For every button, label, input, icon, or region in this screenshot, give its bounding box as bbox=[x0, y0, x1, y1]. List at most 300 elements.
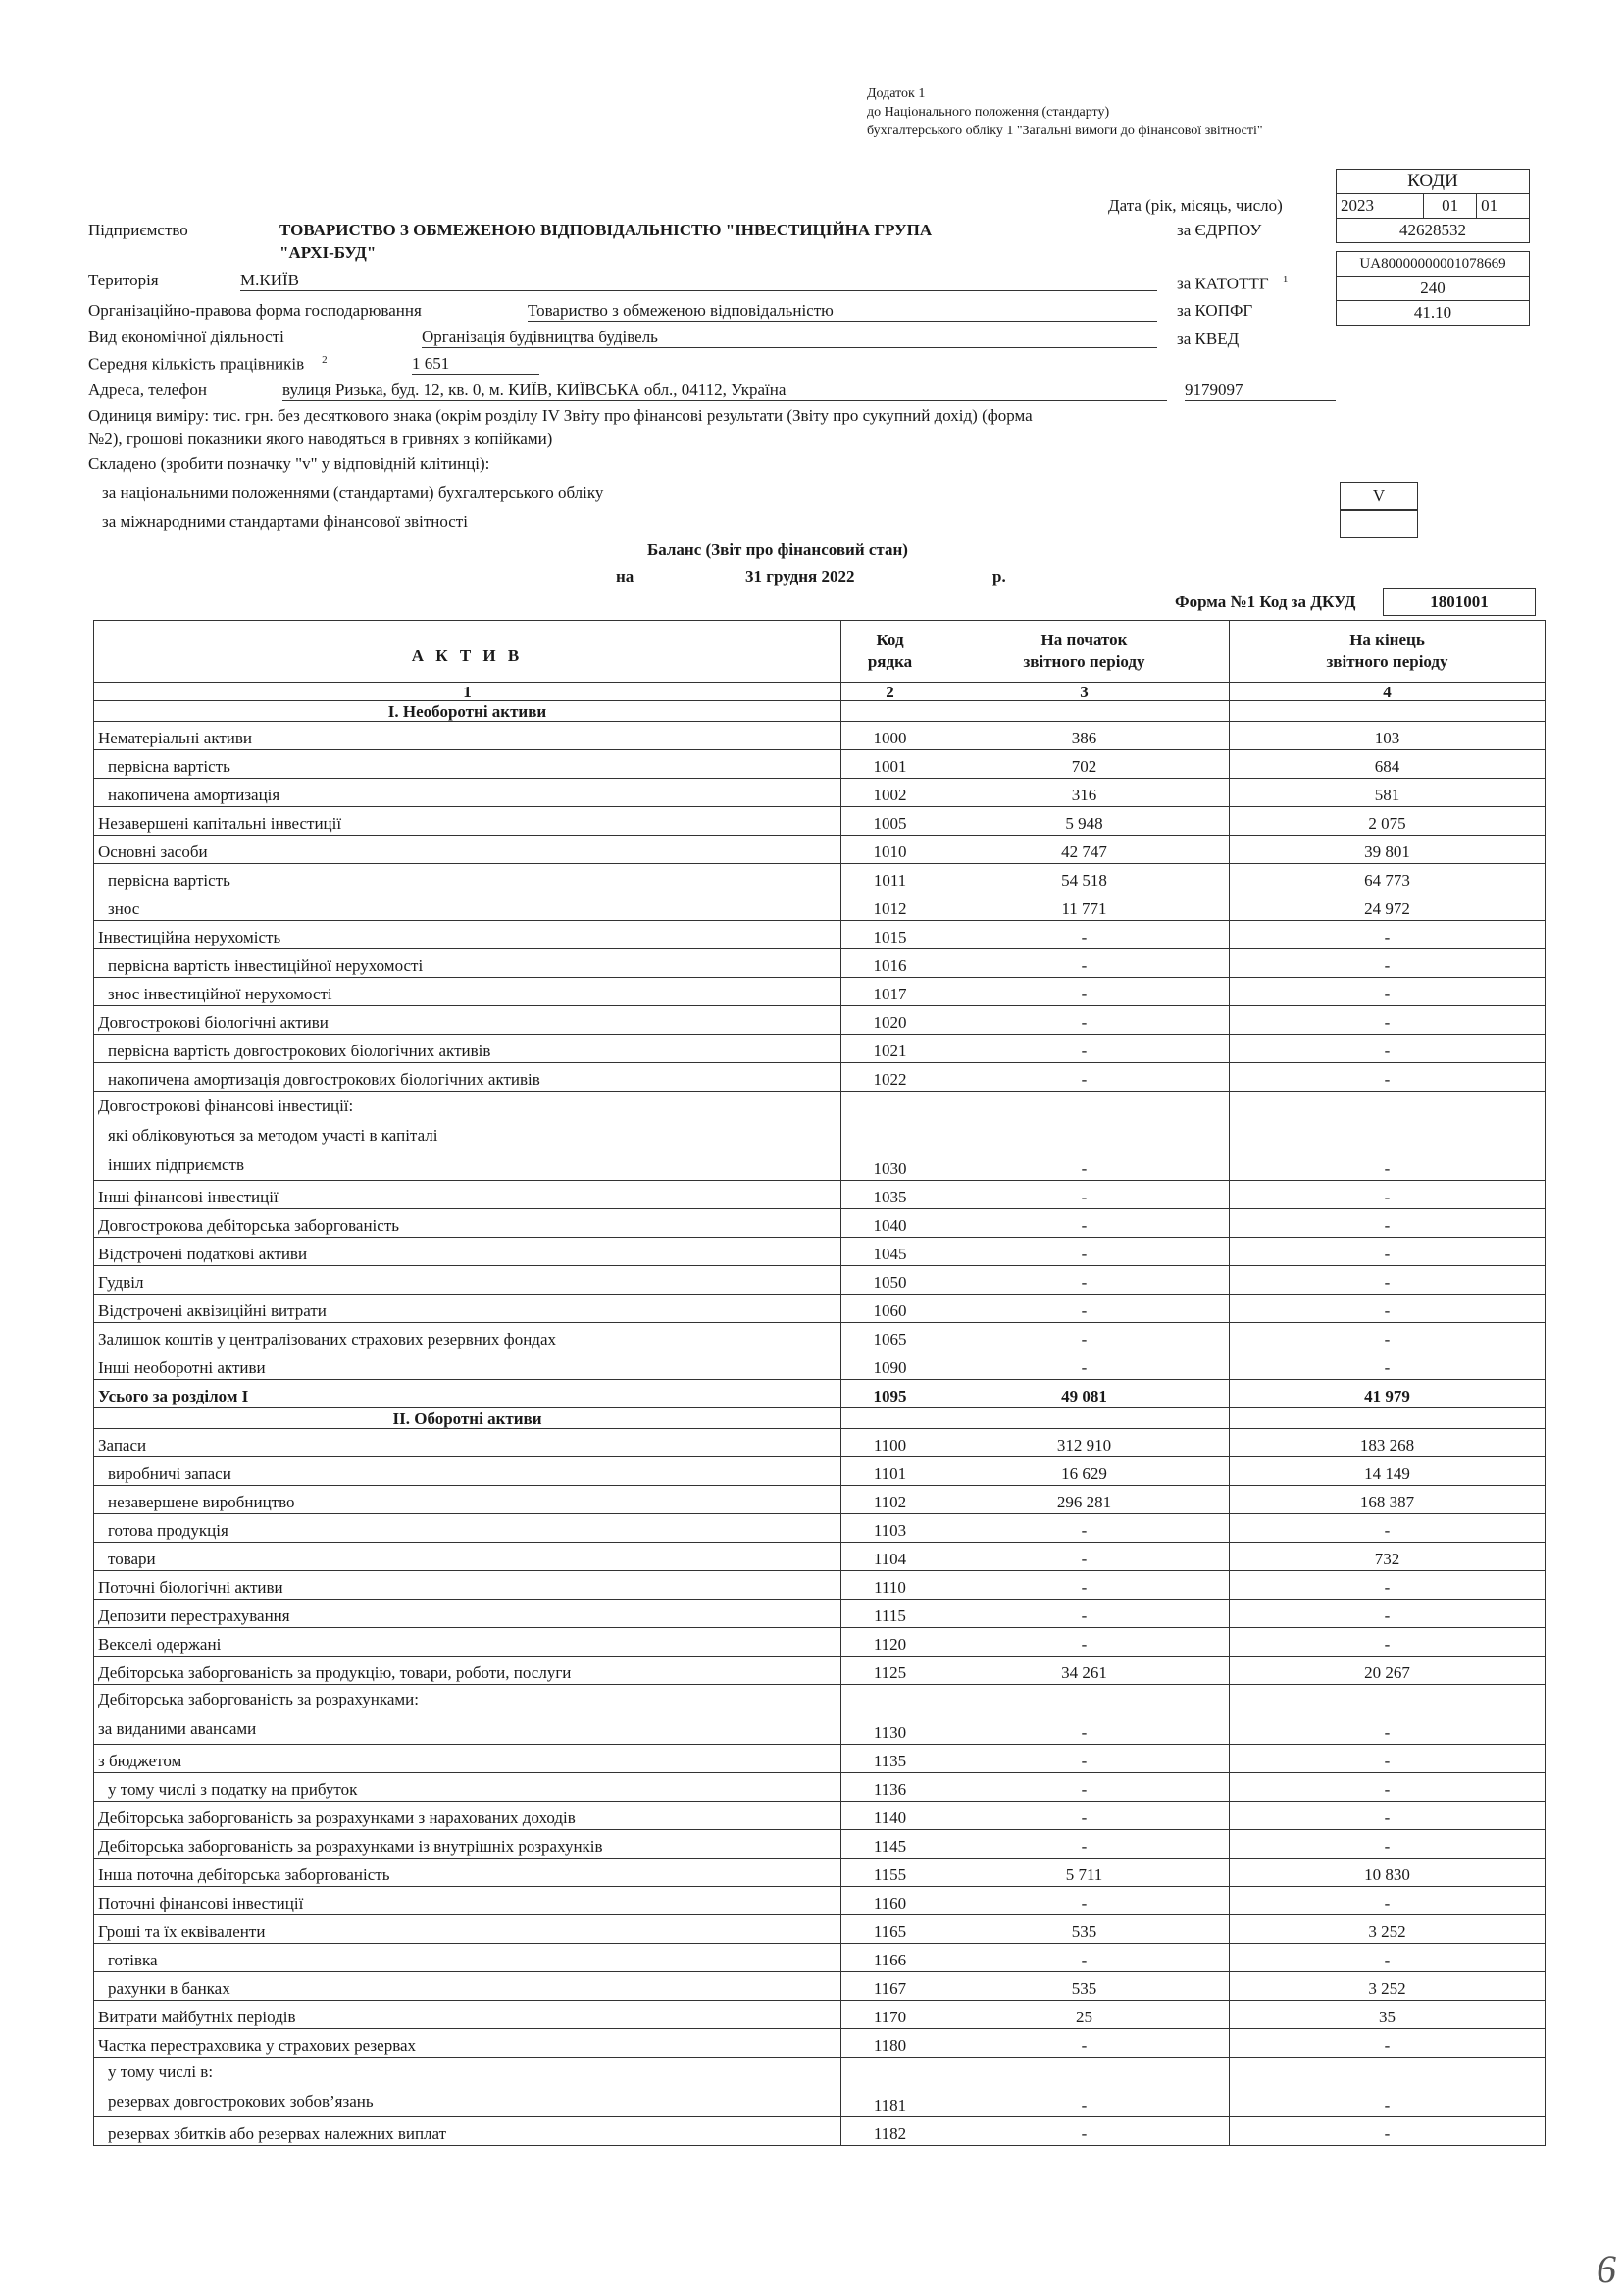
row-end-value: - bbox=[1230, 1514, 1546, 1543]
col-end-line1: На кінець bbox=[1349, 631, 1425, 649]
row-begin-value: 535 bbox=[939, 1972, 1230, 2001]
row-begin-value: - bbox=[939, 1295, 1230, 1323]
row-name-line: у тому числі в: bbox=[108, 2063, 214, 2081]
row-name: знос bbox=[94, 892, 841, 921]
table-row bbox=[94, 1238, 1546, 1266]
row-code: 1170 bbox=[841, 2001, 939, 2029]
edrpou-label: за ЄДРПОУ bbox=[1177, 221, 1262, 239]
row-begin-value: - bbox=[939, 1543, 1230, 1571]
col-asset-header: А К Т И В bbox=[94, 621, 841, 683]
table-row bbox=[94, 1657, 1546, 1685]
row-code: 1001 bbox=[841, 750, 939, 779]
international-standards-checkbox[interactable] bbox=[1340, 510, 1418, 538]
row-name: Інвестиційна нерухомість bbox=[94, 921, 841, 949]
row-end-value: - bbox=[1230, 1092, 1546, 1181]
row-code: 1090 bbox=[841, 1351, 939, 1380]
table-row bbox=[94, 1802, 1546, 1830]
section-title: ІІ. Оборотні активи bbox=[94, 1408, 841, 1429]
report-date: 31 грудня 2022 bbox=[745, 567, 855, 586]
row-name: з бюджетом bbox=[94, 1745, 841, 1773]
table-row bbox=[94, 1628, 1546, 1657]
edrpou-code: 42628532 bbox=[1337, 219, 1530, 243]
staff-footnote: 2 bbox=[322, 354, 328, 366]
col-end-header bbox=[1230, 621, 1546, 683]
row-code: 1136 bbox=[841, 1773, 939, 1802]
table-row bbox=[94, 1972, 1546, 2001]
total-row bbox=[94, 1380, 1546, 1408]
row-end-value: - bbox=[1230, 1830, 1546, 1859]
row-code: 1012 bbox=[841, 892, 939, 921]
row-name: знос інвестиційної нерухомості bbox=[94, 978, 841, 1006]
row-begin-value: - bbox=[939, 1773, 1230, 1802]
table-row bbox=[94, 2058, 1546, 2117]
row-end-value: - bbox=[1230, 1773, 1546, 1802]
row-name-line: Довгострокові фінансові інвестиції: bbox=[98, 1096, 354, 1115]
codes-box bbox=[1336, 169, 1530, 326]
row-end-value: - bbox=[1230, 2117, 1546, 2146]
row-name: Гудвіл bbox=[94, 1266, 841, 1295]
row-name: накопичена амортизація довгострокових біологічних активів bbox=[94, 1063, 841, 1092]
row-begin-value: - bbox=[939, 949, 1230, 978]
row-begin-value: 702 bbox=[939, 750, 1230, 779]
territory-value: М.КИЇВ bbox=[240, 271, 1157, 291]
table-row bbox=[94, 892, 1546, 921]
row-code: 1101 bbox=[841, 1457, 939, 1486]
balance-table bbox=[93, 620, 1546, 2146]
row-begin-value: - bbox=[939, 921, 1230, 949]
row-code: 1130 bbox=[841, 1685, 939, 1745]
table-row bbox=[94, 1351, 1546, 1380]
section-title: І. Необоротні активи bbox=[94, 701, 841, 722]
row-begin-value: 386 bbox=[939, 722, 1230, 750]
row-begin-value: 42 747 bbox=[939, 836, 1230, 864]
row-end-value: 168 387 bbox=[1230, 1486, 1546, 1514]
table-header-row bbox=[94, 621, 1546, 683]
row-end-value: - bbox=[1230, 1944, 1546, 1972]
row-name: Запаси bbox=[94, 1429, 841, 1457]
row-code: 1155 bbox=[841, 1859, 939, 1887]
row-begin-value: 296 281 bbox=[939, 1486, 1230, 1514]
row-begin-value: - bbox=[939, 1514, 1230, 1543]
table-row bbox=[94, 1006, 1546, 1035]
table-row bbox=[94, 1571, 1546, 1600]
row-code: 1120 bbox=[841, 1628, 939, 1657]
row-end-value: 14 149 bbox=[1230, 1457, 1546, 1486]
row-name: Поточні фінансові інвестиції bbox=[94, 1887, 841, 1915]
row-code: 1030 bbox=[841, 1092, 939, 1181]
kopfg-code: 240 bbox=[1337, 277, 1530, 301]
col-number: 2 bbox=[841, 683, 939, 701]
table-row bbox=[94, 1543, 1546, 1571]
table-row bbox=[94, 949, 1546, 978]
row-name: Депозити перестрахування bbox=[94, 1600, 841, 1628]
row-code: 1045 bbox=[841, 1238, 939, 1266]
row-end-value: 103 bbox=[1230, 722, 1546, 750]
row-end-value: - bbox=[1230, 1035, 1546, 1063]
table-row bbox=[94, 921, 1546, 949]
row-name: Відстрочені аквізиційні витрати bbox=[94, 1295, 841, 1323]
date-day: 01 bbox=[1477, 194, 1530, 219]
row-code: 1021 bbox=[841, 1035, 939, 1063]
row-name: Векселі одержані bbox=[94, 1628, 841, 1657]
row-end-value: 20 267 bbox=[1230, 1657, 1546, 1685]
row-name: Дебіторська заборгованість за розрахунками з нарахованих доходів bbox=[94, 1802, 841, 1830]
row-code: 1095 bbox=[841, 1380, 939, 1408]
row-code: 1022 bbox=[841, 1063, 939, 1092]
page-number-mark: 6 bbox=[1597, 2247, 1616, 2291]
date-year: 2023 bbox=[1337, 194, 1424, 219]
address-label: Адреса, телефон bbox=[88, 381, 208, 399]
row-code: 1011 bbox=[841, 864, 939, 892]
row-begin-value: - bbox=[939, 1266, 1230, 1295]
table-row bbox=[94, 1830, 1546, 1859]
row-end-value: - bbox=[1230, 2029, 1546, 2058]
row-end-value: - bbox=[1230, 1571, 1546, 1600]
table-row bbox=[94, 722, 1546, 750]
table-row bbox=[94, 1063, 1546, 1092]
row-name-line: Дебіторська заборгованість за розрахунками: bbox=[98, 1690, 419, 1708]
table-row bbox=[94, 1859, 1546, 1887]
row-name: резервах збитків або резервах належних виплат bbox=[94, 2117, 841, 2146]
row-name-line: резервах довгострокових зобов’язань bbox=[108, 2092, 374, 2111]
row-name-line: які обліковуються за методом участі в капіталі bbox=[108, 1126, 438, 1145]
row-begin-value: - bbox=[939, 1006, 1230, 1035]
international-standards-label: за міжнародними стандартами фінансової звітності bbox=[102, 512, 468, 531]
table-row bbox=[94, 1685, 1546, 1745]
row-code: 1060 bbox=[841, 1295, 939, 1323]
row-end-value: - bbox=[1230, 1802, 1546, 1830]
row-end-value: - bbox=[1230, 1628, 1546, 1657]
row-begin-value: 535 bbox=[939, 1915, 1230, 1944]
row-code: 1181 bbox=[841, 2058, 939, 2117]
phone-value: 9179097 bbox=[1185, 381, 1336, 401]
row-end-value: - bbox=[1230, 1600, 1546, 1628]
col-code-line1: Код bbox=[876, 631, 904, 649]
row-end-value: 3 252 bbox=[1230, 1972, 1546, 2001]
row-end-value: 35 bbox=[1230, 2001, 1546, 2029]
row-code: 1010 bbox=[841, 836, 939, 864]
col-begin-line2: звітного періоду bbox=[1023, 652, 1145, 671]
kved-label: за КВЕД bbox=[1177, 330, 1240, 348]
row-end-value: 581 bbox=[1230, 779, 1546, 807]
row-begin-value: - bbox=[939, 1887, 1230, 1915]
table-row bbox=[94, 1295, 1546, 1323]
table-row bbox=[94, 1092, 1546, 1181]
row-name: товари bbox=[94, 1543, 841, 1571]
row-end-value: - bbox=[1230, 1685, 1546, 1745]
row-end-value: 24 972 bbox=[1230, 892, 1546, 921]
unit-line2: №2), грошові показники якого наводяться в гривнях з копійками) bbox=[88, 430, 553, 448]
row-end-value: 3 252 bbox=[1230, 1915, 1546, 1944]
enterprise-name-line1: ТОВАРИСТВО З ОБМЕЖЕНОЮ ВІДПОВІДАЛЬНІСТЮ "ІНВЕСТИЦІЙНА ГРУПА bbox=[279, 221, 933, 239]
annex-line: бухгалтерського обліку 1 "Загальні вимоги до фінансової звітності" bbox=[867, 124, 1263, 138]
row-end-value: - bbox=[1230, 1006, 1546, 1035]
row-name: Дебіторська заборгованість за продукцію, товари, роботи, послуги bbox=[94, 1657, 841, 1685]
activity-label: Вид економічної діяльності bbox=[88, 328, 284, 346]
row-begin-value: - bbox=[939, 1600, 1230, 1628]
row-begin-value: - bbox=[939, 1063, 1230, 1092]
row-end-value: 41 979 bbox=[1230, 1380, 1546, 1408]
section-header-row bbox=[94, 701, 1546, 722]
table-row bbox=[94, 1915, 1546, 1944]
row-code: 1017 bbox=[841, 978, 939, 1006]
table-row bbox=[94, 1457, 1546, 1486]
row-code: 1002 bbox=[841, 779, 939, 807]
row-code: 1135 bbox=[841, 1745, 939, 1773]
row-begin-value: - bbox=[939, 2029, 1230, 2058]
row-end-value: - bbox=[1230, 949, 1546, 978]
table-row bbox=[94, 864, 1546, 892]
activity-value: Організація будівництва будівель bbox=[422, 328, 1157, 348]
row-name-line: інших підприємств bbox=[108, 1155, 244, 1174]
row-code: 1167 bbox=[841, 1972, 939, 2001]
table-row bbox=[94, 836, 1546, 864]
annex-note bbox=[867, 84, 1263, 140]
col-end-line2: звітного періоду bbox=[1326, 652, 1448, 671]
table-row bbox=[94, 1486, 1546, 1514]
row-name: Витрати майбутніх періодів bbox=[94, 2001, 841, 2029]
row-name bbox=[94, 2058, 841, 2117]
row-begin-value: 5 948 bbox=[939, 807, 1230, 836]
row-end-value: - bbox=[1230, 1295, 1546, 1323]
row-end-value: - bbox=[1230, 1209, 1546, 1238]
row-code: 1035 bbox=[841, 1181, 939, 1209]
staff-label bbox=[88, 354, 328, 375]
row-end-value: 732 bbox=[1230, 1543, 1546, 1571]
row-begin-value: 49 081 bbox=[939, 1380, 1230, 1408]
unit-line1: Одиниця виміру: тис. грн. без десяткового знака (окрім розділу IV Звіту про фінансові результати (Звіту про сукупний дохід) (форма bbox=[88, 406, 1033, 425]
enterprise-name-line2: "АРХІ-БУД" bbox=[279, 243, 377, 262]
section-header-row bbox=[94, 1408, 1546, 1429]
row-name: Дебіторська заборгованість за розрахунками із внутрішніх розрахунків bbox=[94, 1830, 841, 1859]
table-row bbox=[94, 1181, 1546, 1209]
row-name bbox=[94, 1685, 841, 1745]
row-name: Відстрочені податкові активи bbox=[94, 1238, 841, 1266]
table-row bbox=[94, 978, 1546, 1006]
compiled-label: Складено (зробити позначку "v" у відповідній клітинці): bbox=[88, 454, 490, 473]
kved-code: 41.10 bbox=[1337, 301, 1530, 326]
row-begin-value: - bbox=[939, 1685, 1230, 1745]
row-begin-value: 316 bbox=[939, 779, 1230, 807]
report-title: Баланс (Звіт про фінансовий стан) bbox=[647, 540, 908, 559]
row-begin-value: - bbox=[939, 2117, 1230, 2146]
row-code: 1015 bbox=[841, 921, 939, 949]
row-name: виробничі запаси bbox=[94, 1457, 841, 1486]
staff-value: 1 651 bbox=[412, 354, 539, 375]
row-begin-value: 16 629 bbox=[939, 1457, 1230, 1486]
row-code: 1180 bbox=[841, 2029, 939, 2058]
row-begin-value: 11 771 bbox=[939, 892, 1230, 921]
table-row bbox=[94, 1745, 1546, 1773]
table-row bbox=[94, 807, 1546, 836]
row-name: готівка bbox=[94, 1944, 841, 1972]
row-begin-value: - bbox=[939, 1745, 1230, 1773]
row-begin-value: 5 711 bbox=[939, 1859, 1230, 1887]
table-row bbox=[94, 1429, 1546, 1457]
col-code-line2: рядка bbox=[867, 652, 913, 671]
form-code-label: Форма №1 Код за ДКУД bbox=[1175, 592, 1356, 611]
table-row bbox=[94, 1600, 1546, 1628]
kopfg-label: за КОПФГ bbox=[1177, 301, 1253, 320]
row-begin-value: - bbox=[939, 1628, 1230, 1657]
col-begin-header bbox=[939, 621, 1230, 683]
row-begin-value: - bbox=[939, 978, 1230, 1006]
table-row bbox=[94, 1773, 1546, 1802]
row-begin-value: - bbox=[939, 1323, 1230, 1351]
row-name: Незавершені капітальні інвестиції bbox=[94, 807, 841, 836]
row-code: 1125 bbox=[841, 1657, 939, 1685]
row-name: рахунки в банках bbox=[94, 1972, 841, 2001]
row-end-value: - bbox=[1230, 2058, 1546, 2117]
row-name: у тому числі з податку на прибуток bbox=[94, 1773, 841, 1802]
row-code: 1110 bbox=[841, 1571, 939, 1600]
org-form-value: Товариство з обмеженою відповідальністю bbox=[528, 301, 1157, 322]
row-begin-value: - bbox=[939, 1092, 1230, 1181]
col-code-header bbox=[841, 621, 939, 683]
row-code: 1166 bbox=[841, 1944, 939, 1972]
row-code: 1065 bbox=[841, 1323, 939, 1351]
col-number: 3 bbox=[939, 683, 1230, 701]
row-end-value: 183 268 bbox=[1230, 1429, 1546, 1457]
dkud-code: 1801001 bbox=[1383, 588, 1536, 616]
row-code: 1145 bbox=[841, 1830, 939, 1859]
territory-label: Територія bbox=[88, 271, 159, 289]
row-end-value: 39 801 bbox=[1230, 836, 1546, 864]
row-begin-value: 54 518 bbox=[939, 864, 1230, 892]
table-row bbox=[94, 1887, 1546, 1915]
row-name: незавершене виробництво bbox=[94, 1486, 841, 1514]
row-name: первісна вартість bbox=[94, 750, 841, 779]
row-name bbox=[94, 1092, 841, 1181]
row-name: первісна вартість довгострокових біологічних активів bbox=[94, 1035, 841, 1063]
row-code: 1050 bbox=[841, 1266, 939, 1295]
codes-header: КОДИ bbox=[1337, 170, 1530, 194]
table-row bbox=[94, 1266, 1546, 1295]
table-row bbox=[94, 1514, 1546, 1543]
row-name: Частка перестраховика у страхових резервах bbox=[94, 2029, 841, 2058]
staff-label-text: Середня кількість працівників bbox=[88, 354, 305, 374]
row-name: Нематеріальні активи bbox=[94, 722, 841, 750]
on-label: на bbox=[616, 567, 634, 586]
org-form-label: Організаційно-правова форма господарювання bbox=[88, 301, 422, 320]
row-name: первісна вартість інвестиційної нерухомості bbox=[94, 949, 841, 978]
row-end-value: - bbox=[1230, 1063, 1546, 1092]
katottg-footnote: 1 bbox=[1282, 274, 1289, 285]
table-row bbox=[94, 2029, 1546, 2058]
row-name-line: за виданими авансами bbox=[98, 1719, 257, 1738]
katottg-label bbox=[1177, 274, 1288, 294]
row-begin-value: - bbox=[939, 1209, 1230, 1238]
row-code: 1160 bbox=[841, 1887, 939, 1915]
row-end-value: - bbox=[1230, 1238, 1546, 1266]
row-name: Основні засоби bbox=[94, 836, 841, 864]
row-name: Довгострокова дебіторська заборгованість bbox=[94, 1209, 841, 1238]
row-end-value: - bbox=[1230, 1887, 1546, 1915]
col-begin-line1: На початок bbox=[1040, 631, 1128, 649]
row-code: 1020 bbox=[841, 1006, 939, 1035]
row-code: 1102 bbox=[841, 1486, 939, 1514]
row-name: первісна вартість bbox=[94, 864, 841, 892]
date-label: Дата (рік, місяць, число) bbox=[1108, 196, 1283, 215]
col-number: 1 bbox=[94, 683, 841, 701]
row-end-value: 10 830 bbox=[1230, 1859, 1546, 1887]
row-code: 1100 bbox=[841, 1429, 939, 1457]
table-row bbox=[94, 1035, 1546, 1063]
annex-line: Додаток 1 bbox=[867, 86, 926, 101]
row-begin-value: - bbox=[939, 1351, 1230, 1380]
row-end-value: - bbox=[1230, 978, 1546, 1006]
row-code: 1040 bbox=[841, 1209, 939, 1238]
row-name: Залишок коштів у централізованих страхових резервних фондах bbox=[94, 1323, 841, 1351]
national-standards-checkbox[interactable]: V bbox=[1340, 482, 1418, 510]
row-code: 1005 bbox=[841, 807, 939, 836]
row-code: 1140 bbox=[841, 1802, 939, 1830]
row-code: 1165 bbox=[841, 1915, 939, 1944]
row-begin-value: - bbox=[939, 1944, 1230, 1972]
row-name: Усього за розділом І bbox=[94, 1380, 841, 1408]
katottg-code: UA80000000001078669 bbox=[1337, 252, 1530, 277]
row-begin-value: 25 bbox=[939, 2001, 1230, 2029]
row-begin-value: - bbox=[939, 1571, 1230, 1600]
row-end-value: - bbox=[1230, 1351, 1546, 1380]
row-end-value: 684 bbox=[1230, 750, 1546, 779]
national-standards-label: за національними положеннями (стандартами) бухгалтерського обліку bbox=[102, 484, 604, 502]
row-begin-value: - bbox=[939, 2058, 1230, 2117]
row-begin-value: 312 910 bbox=[939, 1429, 1230, 1457]
table-row bbox=[94, 1944, 1546, 1972]
table-row bbox=[94, 2001, 1546, 2029]
table-row bbox=[94, 2117, 1546, 2146]
row-code: 1115 bbox=[841, 1600, 939, 1628]
row-name: Інша поточна дебіторська заборгованість bbox=[94, 1859, 841, 1887]
row-end-value: - bbox=[1230, 921, 1546, 949]
date-month: 01 bbox=[1424, 194, 1477, 219]
col-number: 4 bbox=[1230, 683, 1546, 701]
row-code: 1103 bbox=[841, 1514, 939, 1543]
row-name: Поточні біологічні активи bbox=[94, 1571, 841, 1600]
row-name: Інші необоротні активи bbox=[94, 1351, 841, 1380]
table-row bbox=[94, 750, 1546, 779]
row-code: 1104 bbox=[841, 1543, 939, 1571]
row-begin-value: - bbox=[939, 1181, 1230, 1209]
column-numbers-row bbox=[94, 683, 1546, 701]
address-value: вулиця Ризька, буд. 12, кв. 0, м. КИЇВ, КИЇВСЬКА обл., 04112, Україна bbox=[282, 381, 1167, 401]
table-row bbox=[94, 779, 1546, 807]
row-name: Довгострокові біологічні активи bbox=[94, 1006, 841, 1035]
katottg-label-text: за КАТОТТГ bbox=[1177, 274, 1269, 293]
row-code: 1182 bbox=[841, 2117, 939, 2146]
row-name: Гроші та їх еквіваленти bbox=[94, 1915, 841, 1944]
row-begin-value: - bbox=[939, 1035, 1230, 1063]
row-name: накопичена амортизація bbox=[94, 779, 841, 807]
annex-line: до Національного положення (стандарту) bbox=[867, 105, 1110, 120]
year-suffix: р. bbox=[992, 567, 1006, 586]
row-end-value: - bbox=[1230, 1745, 1546, 1773]
row-code: 1000 bbox=[841, 722, 939, 750]
row-end-value: 64 773 bbox=[1230, 864, 1546, 892]
row-end-value: - bbox=[1230, 1266, 1546, 1295]
enterprise-label: Підприємство bbox=[88, 221, 188, 239]
row-end-value: - bbox=[1230, 1181, 1546, 1209]
row-begin-value: - bbox=[939, 1802, 1230, 1830]
row-code: 1016 bbox=[841, 949, 939, 978]
row-end-value: - bbox=[1230, 1323, 1546, 1351]
row-begin-value: 34 261 bbox=[939, 1657, 1230, 1685]
row-end-value: 2 075 bbox=[1230, 807, 1546, 836]
row-name: готова продукція bbox=[94, 1514, 841, 1543]
table-row bbox=[94, 1323, 1546, 1351]
row-name: Інші фінансові інвестиції bbox=[94, 1181, 841, 1209]
